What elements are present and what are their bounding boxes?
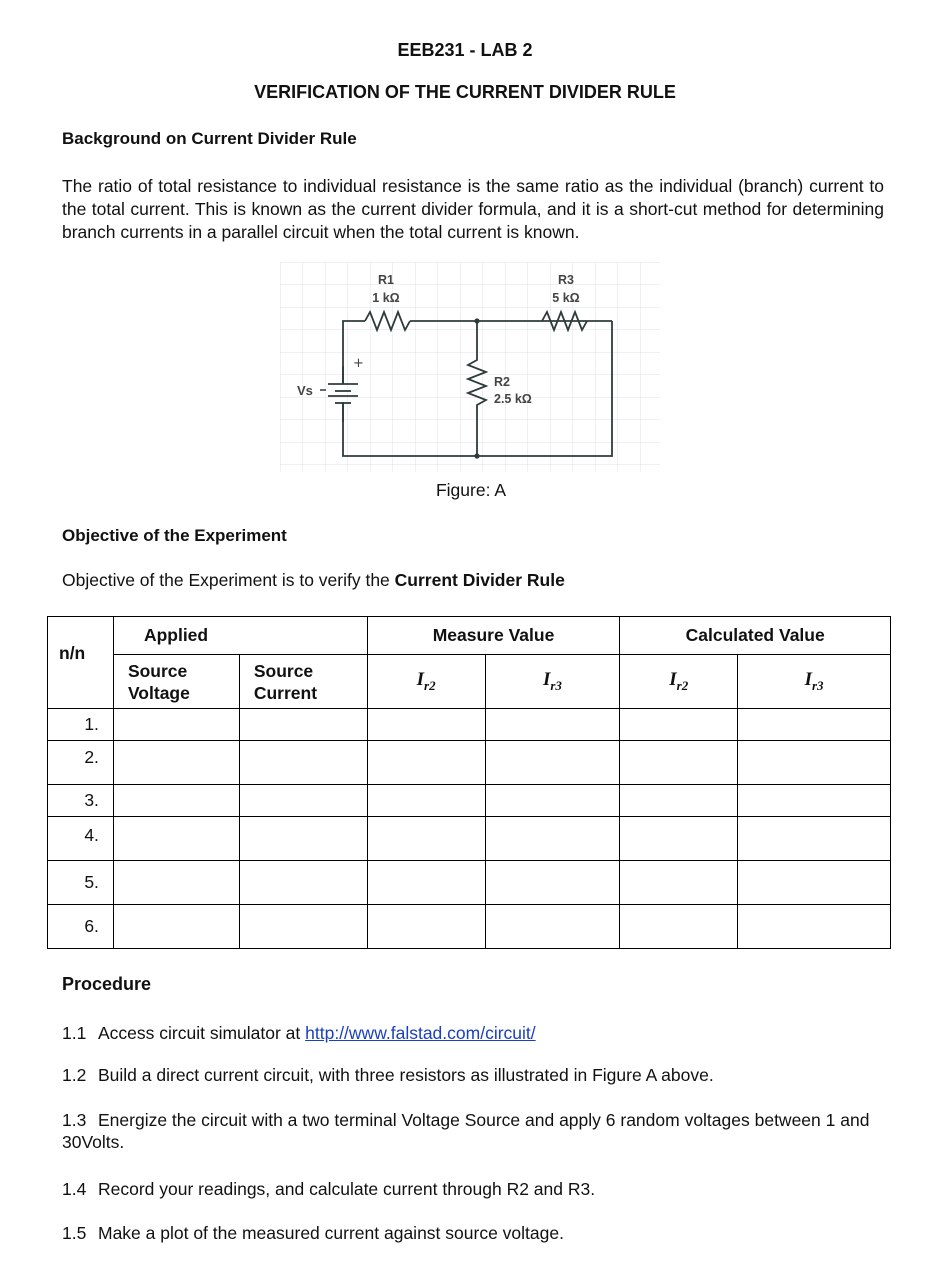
col-header-measured-ir2: $I_{r2}$ [367,655,485,709]
table-row [48,861,891,905]
col-header-measured-ir3: $I_{r3}$ [485,655,620,709]
cell-calculated-ir2 [620,709,738,741]
background-heading: Background on Current Divider Rule [62,129,357,148]
cell-calculated-ir3 [738,785,891,817]
r2-name: R2 [494,375,510,389]
r3-value: 5 kΩ [552,291,580,305]
r2-value: 2.5 kΩ [494,392,532,406]
r1-name: R1 [378,273,394,287]
cell-measured-ir3 [485,817,620,861]
cell-source-current [239,785,367,817]
step-number: 1.2 [62,1065,87,1085]
group-header-calculated: Calculated Value [620,617,891,655]
step-number: 1.1 [62,1023,87,1043]
cell-measured-ir2 [367,741,485,785]
cell-measured-ir3 [485,709,620,741]
results-table [47,616,891,949]
col-header-calculated-ir3: $I_{r3}$ [738,655,891,709]
cell-measured-ir2 [367,785,485,817]
cell-source-voltage [113,905,239,949]
cell-source-current [239,817,367,861]
cell-calculated-ir3 [738,741,891,785]
step-number: 1.5 [62,1223,87,1243]
table-row [48,817,891,861]
cell-measured-ir3 [485,785,620,817]
col-header-nn: n/n [48,617,114,709]
cell-source-current [239,905,367,949]
procedure-step-4 [62,1178,892,1200]
cell-measured-ir2 [367,817,485,861]
cell-measured-ir3 [485,741,620,785]
circuit-diagram [280,262,662,474]
r3-name: R3 [558,273,574,287]
cell-measured-ir2 [367,861,485,905]
group-header-applied: Applied [113,617,367,655]
r1-value: 1 kΩ [372,291,400,305]
cell-calculated-ir3 [738,905,891,949]
cell-calculated-ir2 [620,741,738,785]
cell-source-voltage [113,785,239,817]
procedure-step-5 [62,1222,892,1244]
cell-calculated-ir3 [738,861,891,905]
cell-calculated-ir2 [620,817,738,861]
col-header-source-current: Source Current [239,655,367,709]
cell-source-current [239,861,367,905]
row-number: 5. [48,861,114,905]
col-header-source-voltage: Source Voltage [113,655,239,709]
cell-calculated-ir2 [620,861,738,905]
row-number: 3. [48,785,114,817]
grid-background [280,262,660,472]
step-text: Record your readings, and calculate current through R2 and R3. [98,1179,596,1199]
cell-calculated-ir3 [738,709,891,741]
figure-caption: Figure: A [435,480,507,500]
cell-source-voltage [113,741,239,785]
procedure-step-3 [62,1109,892,1153]
row-number: 1. [48,709,114,741]
objective-text [62,570,565,591]
table-row [48,741,891,785]
step-number: 1.3 [62,1110,87,1130]
cell-calculated-ir3 [738,817,891,861]
cell-calculated-ir2 [620,785,738,817]
simulator-link[interactable]: http://www.falstad.com/circuit/ [305,1023,536,1043]
step-text: Energize the circuit with a two terminal Voltage Source and apply 6 random voltages between 1 and 30Volts. [62,1110,870,1152]
table-row [48,785,891,817]
cell-source-voltage [113,817,239,861]
cell-measured-ir2 [367,905,485,949]
cell-measured-ir3 [485,905,620,949]
cell-source-current [239,709,367,741]
row-number: 4. [48,817,114,861]
row-number: 2. [48,741,114,785]
cell-source-voltage [113,861,239,905]
background-paragraph: The ratio of total resistance to individual resistance is the same ratio as the individual (branch) current to the total current. This is known as the current divider formula, and it is a short-cut method for determining branch currents in a parallel circuit when the total current is known. [62,176,884,242]
plus-label: + [353,356,364,371]
col-header-calculated-ir2: $I_{r2}$ [620,655,738,709]
procedure-step-1 [62,1022,892,1044]
cell-source-voltage [113,709,239,741]
procedure-heading: Procedure [62,974,152,994]
lab-code: EEB231 - LAB 2 [397,40,533,60]
table-row [48,709,891,741]
cell-calculated-ir2 [620,905,738,949]
objective-text-bold: Current Divider Rule [394,570,565,590]
group-header-measured: Measure Value [367,617,620,655]
procedure-step-2 [62,1064,892,1086]
node-bottom [474,453,479,458]
step-text: Make a plot of the measured current against source voltage. [98,1223,564,1243]
objective-heading: Objective of the Experiment [62,526,287,545]
step-text: Build a direct current circuit, with three resistors as illustrated in Figure A above. [98,1065,714,1085]
cell-measured-ir3 [485,861,620,905]
row-number: 6. [48,905,114,949]
cell-source-current [239,741,367,785]
node-top [474,318,479,323]
page-title: VERIFICATION OF THE CURRENT DIVIDER RULE [254,82,676,102]
objective-text-prefix: Objective of the Experiment is to verify the [62,570,395,590]
step-number: 1.4 [62,1179,87,1199]
cell-measured-ir2 [367,709,485,741]
step-text: Access circuit simulator at [98,1023,306,1043]
vs-label: Vs [297,383,313,398]
table-row [48,905,891,949]
